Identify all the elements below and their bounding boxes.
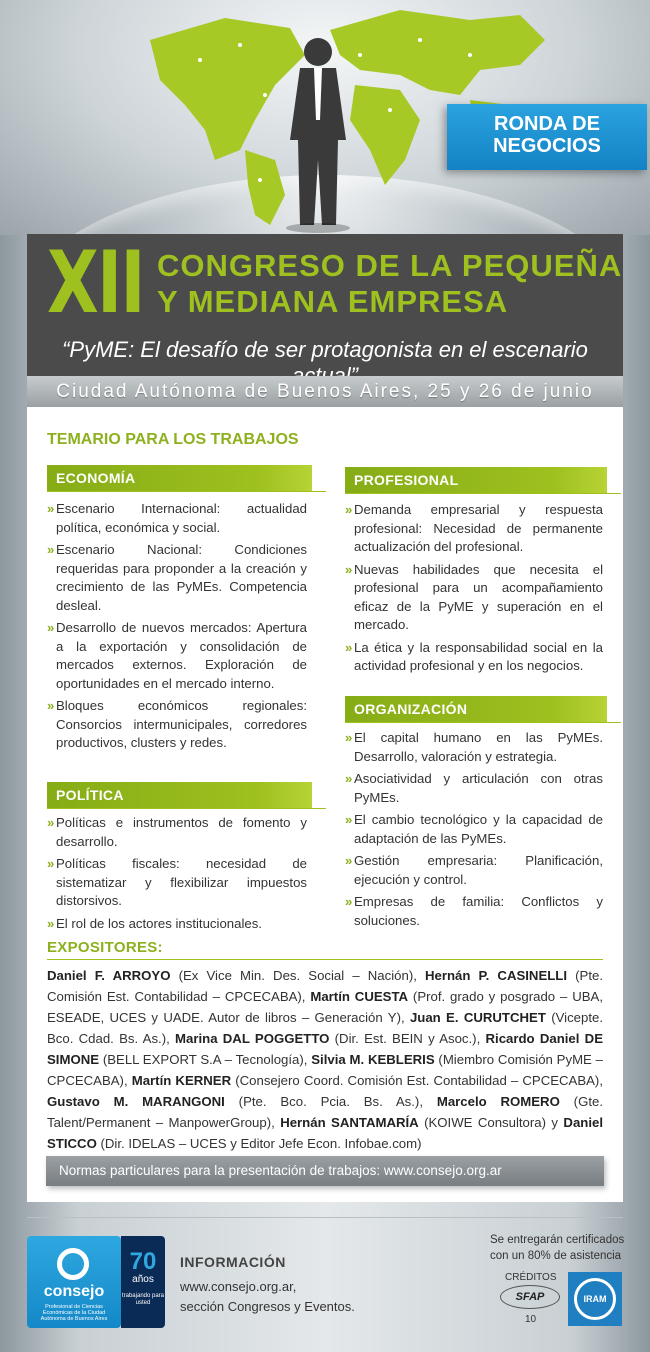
congress-title-line-1: CONGRESO DE LA PEQUEÑA	[157, 248, 623, 283]
speaker-name: Daniel F. ARROYO	[47, 968, 171, 983]
sfap-logo: SFAP	[500, 1285, 560, 1309]
list-item: » El cambio tecnológico y la capacidad de adaptación de las PyMEs.	[345, 811, 603, 848]
section-head-organizacion: ORGANIZACIÓN	[345, 696, 607, 722]
list-item: » Políticas e instrumentos de fomento y desarrollo.	[47, 814, 307, 851]
list-item: » El capital humano en las PyMEs. Desarrollo, valoración y estrategia.	[345, 729, 603, 766]
badge-line-1: RONDA DE	[494, 113, 600, 135]
slogan: “PyME: El desafío de ser protagonista en el escenario	[62, 337, 588, 362]
anniversary-tagline: trabajando para usted	[121, 1293, 165, 1306]
list-item: » La ética y la responsabilidad social en la actividad profesional y en los negocios.	[345, 639, 603, 676]
anniversary-logo	[121, 1236, 165, 1328]
consejo-mark-icon	[57, 1248, 89, 1280]
certificate-line-1: Se entregarán certificados	[490, 1234, 625, 1246]
expositores-title: EXPOSITORES:	[47, 939, 163, 956]
section-head-politica: POLÍTICA	[47, 782, 312, 808]
creditos-number: 10	[525, 1314, 537, 1325]
speaker-role: (Gte. Talent/Permanent – ManpowerGroup),	[47, 1094, 603, 1130]
speaker-name: Hernán P. CASINELLI	[425, 968, 568, 983]
anniversary-number: 70	[129, 1248, 157, 1275]
speaker-role: (Dir. IDELAS – UCES y Editor Jefe Econ. Infobae.com)	[96, 1136, 422, 1151]
edition-number: XII	[47, 233, 144, 333]
speaker-role: (Vicepte. Bco. Cdad. Bs. As.),	[47, 1010, 603, 1046]
title-band	[27, 234, 623, 376]
profesional-list	[345, 501, 603, 680]
consejo-logo-subtitle: Profesional de Ciencias Económicas de la Ciudad Autónoma de Buenos Aires	[40, 1304, 108, 1322]
creditos-label: CRÉDITOS	[505, 1272, 557, 1283]
list-item: » Políticas fiscales: necesidad de sistematizar y flexibilizar impuestos distorsivos.	[47, 855, 307, 911]
certificate-line-2: con un 80% de asistencia	[490, 1250, 622, 1262]
congress-title	[157, 248, 622, 320]
speaker-role: (Dir. Est. BEIN y Asoc.),	[329, 1031, 486, 1046]
speaker-name: Martín KERNER	[131, 1073, 232, 1088]
consejo-logo-name: consejo	[43, 1283, 105, 1300]
list-item: » Asociatividad y articulación con otras PyMEs.	[345, 770, 603, 807]
anniversary-word: años	[132, 1274, 154, 1285]
list-item: » Escenario Internacional: actualidad política, económica y social.	[47, 500, 307, 537]
speaker-role: (Consejero Coord. Comisión Est. Contabilidad – CPCECABA),	[231, 1073, 603, 1088]
normas-link-banner[interactable]: Normas particulares para la presentación de trabajos: www.consejo.org.ar	[46, 1156, 604, 1186]
speaker-role: (BELL EXPORT S.A – Tecnología),	[99, 1052, 312, 1067]
speaker-name: Marina DAL POGGETTO	[175, 1031, 330, 1046]
businessman-silhouette	[290, 38, 346, 225]
speaker-name: Ricardo Daniel DE SIMONE	[47, 1031, 603, 1067]
speaker-role: (Pte. Bco. Pcia. Bs. As.),	[224, 1094, 437, 1109]
speaker-name: Juan E. CURUTCHET	[409, 1010, 546, 1025]
ronda-de-negocios-badge	[447, 104, 647, 170]
temario-title: TEMARIO PARA LOS TRABAJOS	[47, 431, 299, 448]
list-item: » Demanda empresarial y respuesta profesional: Necesidad de permanente actualización del profesional.	[345, 501, 603, 557]
speaker-role: (Miembro Comisión PyME – CPCECABA),	[47, 1052, 603, 1088]
organizacion-list	[345, 729, 603, 934]
list-item: » El rol de los actores institucionales.	[47, 915, 307, 934]
info-section: sección Congresos y Eventos.	[180, 1299, 355, 1314]
economia-list	[47, 500, 307, 757]
list-item: » Bloques económicos regionales: Consorcios intermunicipales, corredores productivos, clusters y redes.	[47, 697, 307, 753]
speaker-name: Silvia M. KEBLERIS	[311, 1052, 435, 1067]
consejo-logo	[27, 1236, 121, 1328]
speaker-name: Martín CUESTA	[310, 989, 409, 1004]
info-title: INFORMACIÓN	[180, 1254, 286, 1270]
section-head-economia: ECONOMÍA	[47, 465, 312, 491]
badge-line-2: NEGOCIOS	[493, 135, 601, 157]
info-text	[180, 1277, 355, 1317]
list-item: » Desarrollo de nuevos mercados: Apertura a la exportación y consolidación de mercados externos. Exploración de oportunidades en el mercado interno.	[47, 619, 307, 693]
list-item: » Nuevas habilidades que necesita el profesional para un acompañamiento eficaz de la PyME y superación en el mercado.	[345, 561, 603, 635]
info-website-link[interactable]: www.consejo.org.ar,	[180, 1279, 297, 1294]
speaker-role: (Pte. Comisión Est. Contabilidad – CPCECABA),	[47, 968, 603, 1004]
certificate-note	[490, 1232, 630, 1264]
speaker-role: (Prof. grado y posgrado – UBA, ESEADE, UCES y UADE. Autor de libros – Generación Y),	[47, 989, 604, 1025]
expositores-text	[47, 965, 603, 1154]
list-item: » Escenario Nacional: Condiciones requeridas para proponder a la creación y crecimiento de las PyMEs. Competencia desleal.	[47, 541, 307, 615]
content-panel	[27, 407, 623, 1202]
speaker-name: Marcelo ROMERO	[436, 1094, 560, 1109]
hero-illustration	[0, 0, 650, 235]
list-item: » Empresas de familia: Conflictos y soluciones.	[345, 893, 603, 930]
speaker-name: Hernán SANTAMARÍA	[280, 1115, 419, 1130]
speaker-role: (KOIWE Consultora) y	[418, 1115, 564, 1130]
iram-logo	[568, 1272, 622, 1326]
speaker-name: Gustavo M. MARANGONI	[47, 1094, 225, 1109]
section-head-profesional: PROFESIONAL	[345, 467, 607, 493]
speaker-role: (Ex Vice Min. Des. Social – Nación),	[170, 968, 425, 983]
congress-title-line-2: Y MEDIANA EMPRESA	[157, 284, 509, 319]
location-date: Ciudad Autónoma de Buenos Aires, 25 y 26 de junio	[27, 376, 623, 407]
divider	[47, 959, 603, 960]
footer-divider	[27, 1217, 623, 1218]
list-item: » Gestión empresaria: Planificación, ejecución y control.	[345, 852, 603, 889]
iram-ring: IRAM	[574, 1278, 616, 1320]
politica-list	[47, 814, 307, 937]
speaker-name: Daniel STICCO	[47, 1115, 603, 1151]
